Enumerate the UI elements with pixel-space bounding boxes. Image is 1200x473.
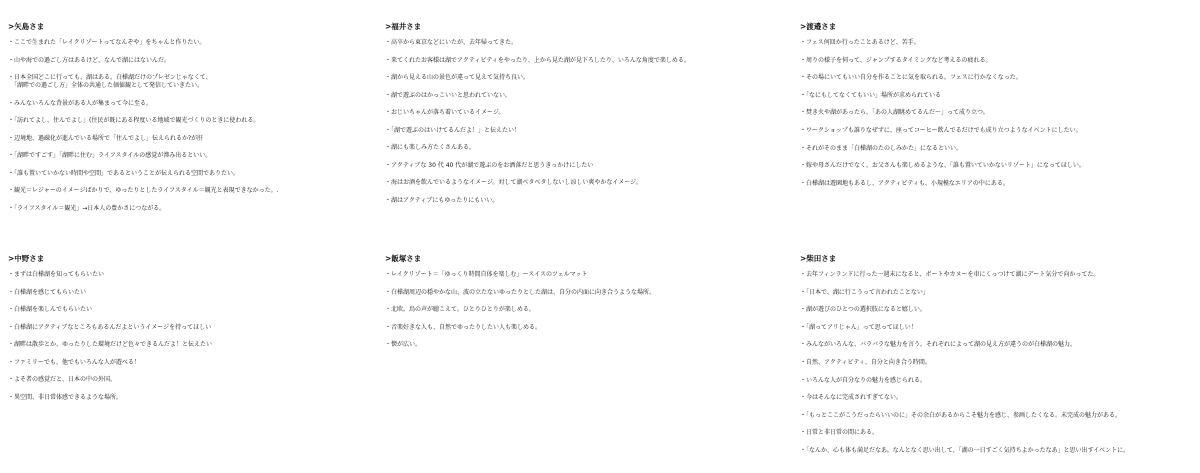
comment-item: ・懐が広い。 bbox=[385, 341, 422, 348]
comment-item: ・周りの様子を伺って、ジャンプするタイミングなど考えるの疲れる。 bbox=[800, 56, 992, 64]
comment-item: ・観光＝レジャーのイメージばかりで、ゆったりとしたライフスタイル＝観光と表現できなかった。. bbox=[8, 187, 279, 194]
section-shibata bbox=[800, 254, 1180, 465]
comment-item: ・辺境地、過疎化が進んでいる場所で「住んでよし」伝えられるか?が肝 bbox=[8, 134, 204, 142]
comment-item: ・それがそのまま「白樺湖のたのしみかた」になるといい。 bbox=[800, 144, 963, 152]
comment-item: ・嫁や母さんだけでなく、お父さんも楽しめるような、「誰も置いていかないリゾート」になってほしい。 bbox=[800, 162, 1085, 170]
comment-item: ・いろんな人が自分なりの魅力を感じられる。 bbox=[800, 376, 927, 384]
comment-item: ・「湖ってアリじゃん」って思ってほしい！ bbox=[800, 323, 917, 331]
section-watanabe bbox=[800, 22, 1180, 197]
comment-item: ・「訪れてよし、住んでよし」(住民が既にある程度いる地域で観光づくりのときに使われる。 bbox=[8, 117, 260, 124]
comment-item: ・フェス何回か行ったことあるけど、苦手。 bbox=[800, 39, 920, 46]
comment-item: ・白樺湖にアクティブなところもあるんだよというイメージを持ってほしい bbox=[8, 323, 212, 331]
section-heading: >柴田さま bbox=[800, 254, 837, 263]
comment-item: ・北欧。鳥の声が聴こえて。ひとりひとりが楽しめる。 bbox=[385, 306, 535, 313]
comment-item: ・湖が遊びのひとつの選択肢になると嬉しい。 bbox=[800, 306, 926, 314]
comment-item: ・海はお酒を飲んでいるようなイメージ。対して湖ベタベタしないし涼しい爽やかなイメージ。 bbox=[385, 179, 642, 186]
comment-item: ・日本全国どこに行っても、湖はある。白樺湖だけのプレゼンじゃなくて、 「湖畔での過ごし方」全体の共通した価値観として発信していきたい。 bbox=[8, 74, 212, 89]
section-heading: >渡邉さま bbox=[800, 22, 837, 31]
comment-item: ・自然、アクティビティ、自分と向き合う時間。 bbox=[800, 358, 931, 366]
comment-item: ・レイクリゾート＝「ゆっくり時間自体を楽しむ」ースイスのツェルマット bbox=[385, 271, 588, 278]
comment-item: ・「もっとここがこうだったらいいのに」その余白があるからこそ魅力を感じ、参画したくなる。未完成の魅力がある。 bbox=[800, 411, 1122, 419]
section-iizuka bbox=[385, 254, 765, 359]
comment-item: ・アクティブな 30 代 40 代が湖で遊ぶのをお洒落だと思うきっかけにしたい bbox=[385, 161, 594, 169]
comment-item: ・来てくれたお客様は湖でアクティビティをやったり、上から見た湖が見下ろしたり、いろんな角度で楽しめる。 bbox=[385, 56, 690, 64]
comment-item: ・「なにもしてなくてもいい」場所が求められている bbox=[800, 91, 942, 99]
comment-item: ・去年フィンランドに行った一週末になると、ボートやカヌーを車にくっつけて湖にデート気分で向かってた。 bbox=[800, 271, 1100, 278]
comment-item: ・「湖畔ですごす」「湖畔に住む」ライフスタイルの感覚が滲み出るといい。 bbox=[8, 152, 212, 159]
comment-item: ・山や海での過ごし方はあるけど、なんで湖にはないんだ。 bbox=[8, 56, 171, 64]
comment-item: ・白樺湖を楽しんでもらいたい bbox=[8, 306, 93, 313]
comment-item: ・日常と非日常の間にある。 bbox=[800, 429, 879, 437]
comment-item: ・湖はアクティブにもゆったりにもいい。 bbox=[385, 196, 499, 204]
section-heading: >福井さま bbox=[385, 22, 422, 31]
comment-item: ・「誰も置いていかない時間や空間」であるということが伝えられる空間でありたい。 bbox=[8, 169, 240, 177]
section-heading: >矢島さま bbox=[8, 22, 45, 31]
comment-item: ・白樺湖周辺の穏やかな山、波の立たないゆったりとした湖は、自分の内面に向き合うような場所。 bbox=[385, 288, 655, 296]
comment-item: ・ファミリーでも、他でもいろんな人が遊べる！ bbox=[8, 358, 140, 366]
comment-item: ・「ライフスタイル＝観光」→日本人の豊かさにつながる。 bbox=[8, 204, 166, 212]
comment-item: ・よそ者の感覚だと、日本の中の外国。 bbox=[8, 376, 117, 383]
comment-item: ・みんながいろんな、バラバラな魅力を言う。それぞれによって湖の見え方が違うのが白樺湖の魅力。 bbox=[800, 341, 1077, 349]
comment-item: ・みんないろんな背景がある人が集まって今に至る。 bbox=[8, 99, 153, 107]
comment-item: ・今はそんなに完成されすぎてない。 bbox=[800, 394, 903, 402]
section-heading: >中野さま bbox=[8, 254, 45, 263]
comment-item: ・「なんか、心も体も満足だなあ。なんとなく思い出して、「湖の一日すごく気持ちよかったなあ」と思い出すイベントに。 bbox=[800, 446, 1130, 454]
comment-list bbox=[8, 39, 388, 213]
comment-list bbox=[385, 39, 765, 205]
comment-list bbox=[8, 271, 388, 402]
comment-item: ・ワークショップも誰りなぜずに、座ってコーヒー飲んでるだけでも成り立つようなイベントにしたい。 bbox=[800, 126, 1082, 134]
comment-list bbox=[385, 271, 765, 349]
section-fukui bbox=[385, 22, 765, 214]
comment-item: ・湖で遊ぶのはかっこいいと思われていない。 bbox=[385, 91, 512, 99]
comment-item: ・白樺湖を感じてもらいたい bbox=[8, 288, 87, 296]
comment-item: ・音楽好きな人も、自然でゆったりしたい人も楽しめる。 bbox=[385, 323, 541, 331]
comment-item: ・白樺湖は遊園地もあるし、アクティビティも、小規模なエリアの中にある。 bbox=[800, 179, 1009, 187]
comment-item: ・異空間、非日常体感できるような場所。 bbox=[8, 393, 123, 401]
comment-item: ・湖から見える山の景色が違って見えて気持ち良い。 bbox=[385, 74, 530, 81]
comment-item: ・おじいちゃんが落ち着いているイメージ。 bbox=[385, 109, 505, 116]
comment-item: ・湖にも楽しみ方たくさんある。 bbox=[385, 144, 476, 151]
comment-item: ・高卒から東京などにいたが、去年帰ってきた。 bbox=[385, 39, 518, 46]
comment-list bbox=[800, 39, 1180, 188]
section-nakano bbox=[8, 254, 388, 411]
comment-item: ・ここで生まれた「レイクリゾートってなんぞや」をちゃんと作りたい。 bbox=[8, 39, 206, 46]
comment-item: ・「湖で遊ぶのはいけてるんだよ！」と伝えたい！ bbox=[385, 126, 521, 134]
comment-list bbox=[800, 271, 1180, 455]
comment-item: ・「日本で、湖に行こうって言われたことない」 bbox=[800, 288, 929, 296]
comment-item: ・焚き火や湖があったら、「あの人湖眺めてるんだ〜」って成り立つ。 bbox=[800, 109, 989, 117]
section-yajima bbox=[8, 22, 388, 222]
comment-item: ・まずは白樺湖を知ってもらいたい bbox=[8, 271, 105, 278]
comment-item: ・その場にいてもいい自分を作ることに気を取られる。フェスに行かなくなった。 bbox=[800, 74, 1022, 82]
comment-item: ・湖畔は散歩とか、ゆったりした環境だけど色々できるんだよ！と伝えたい bbox=[8, 341, 212, 348]
section-heading: >飯塚さま bbox=[385, 254, 422, 263]
